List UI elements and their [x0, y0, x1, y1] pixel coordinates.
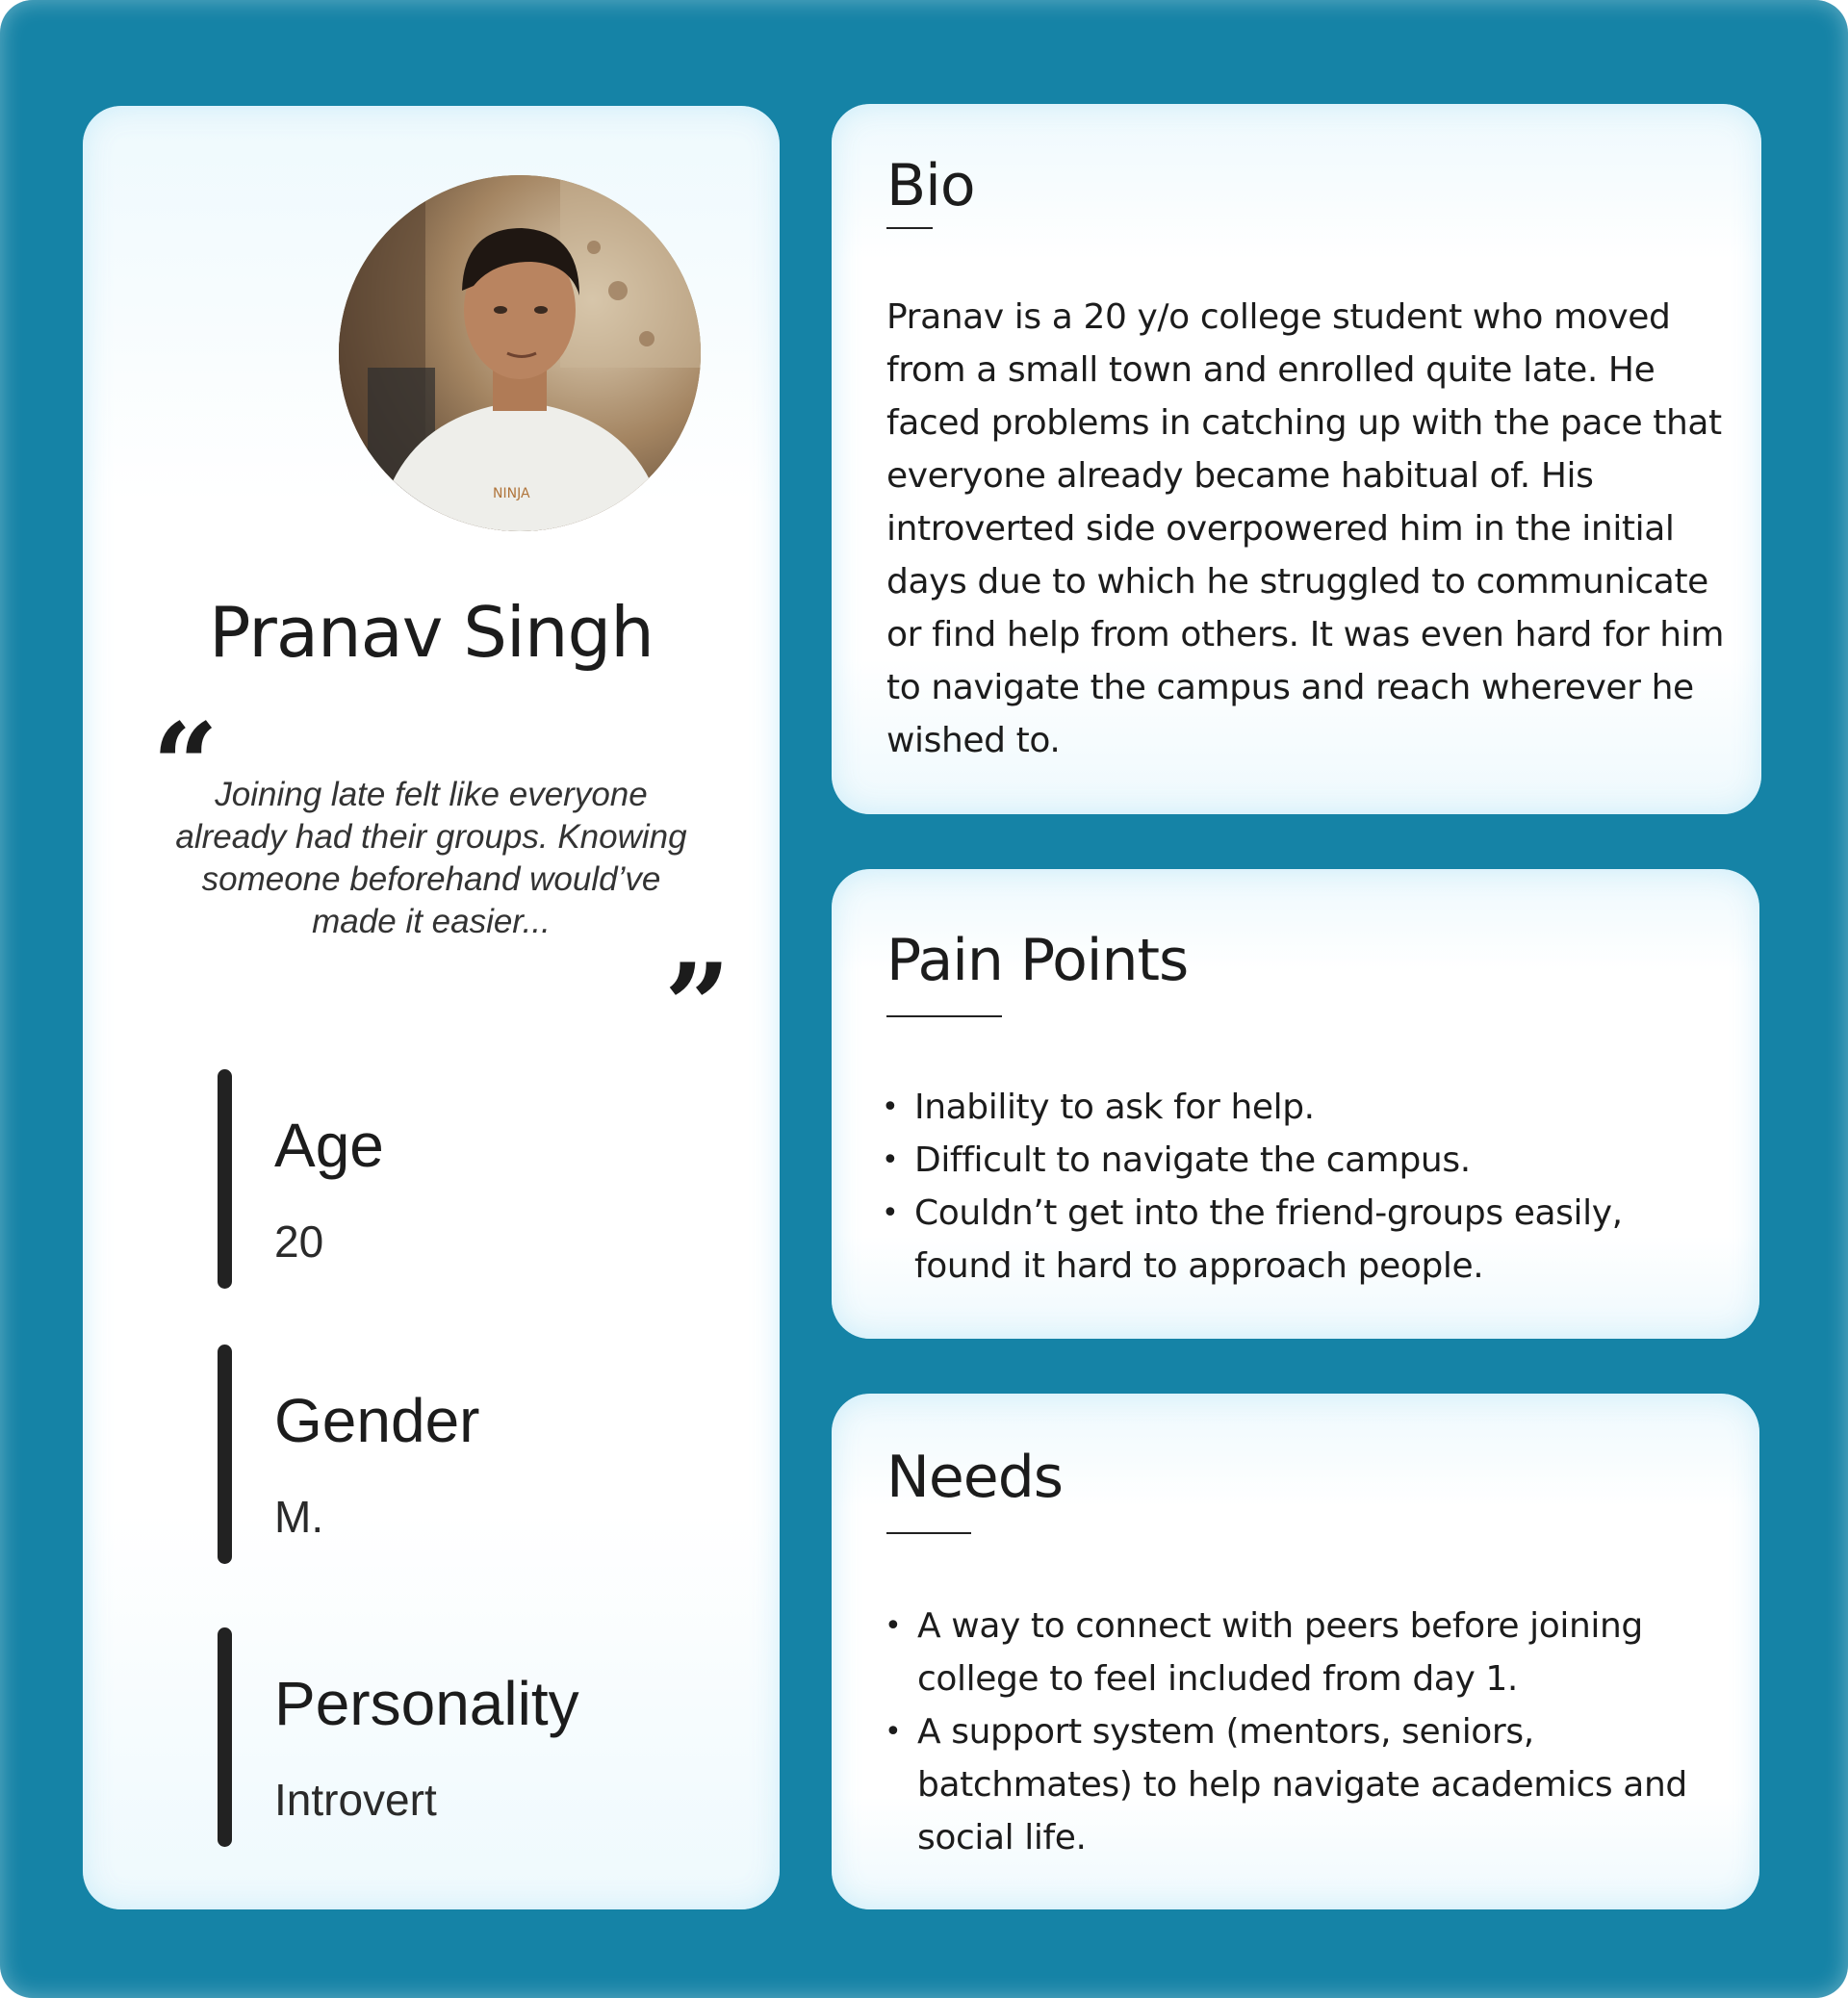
attribute-value: Introvert [274, 1775, 437, 1825]
bio-text: Pranav is a 20 y/o college student who moved from a small town and enrolled quite late. He faced problems in catching up with the pace that everyone already became habitual of. His introverted side overpowered him in the initial days due to which he struggled to communicate or find help from others. It was even hard for him to navigate the campus and reach wherever he wished to. [886, 297, 1724, 760]
attribute-bar [218, 1345, 232, 1564]
needs-list [885, 1600, 1732, 1864]
pain-points-card [832, 869, 1759, 1339]
list-item-text: A support system (mentors, seniors, batchmates) to help navigate academics and social life. [917, 1712, 1687, 1857]
pain-points-list [882, 1081, 1729, 1293]
pain-points-title: Pain Points [886, 927, 1189, 994]
attribute-gender [218, 1345, 718, 1568]
attribute-label: Gender [274, 1386, 480, 1455]
bio-title: Bio [886, 152, 975, 219]
bio-title-underline [886, 227, 933, 229]
close-quote-icon: ” [664, 938, 732, 1074]
svg-text:NINJA: NINJA [493, 486, 530, 501]
list-item [882, 1134, 1729, 1187]
bullet-icon: • [882, 1090, 899, 1124]
open-quote-icon: “ [152, 698, 219, 833]
avatar [339, 175, 701, 531]
avatar-photo-icon [339, 175, 701, 531]
pain-points-title-underline [886, 1015, 1002, 1017]
bullet-icon: • [885, 1715, 902, 1749]
list-item-text: A way to connect with peers before joining college to feel included from day 1. [917, 1606, 1643, 1699]
attribute-value: M. [274, 1492, 324, 1542]
attribute-bar [218, 1069, 232, 1289]
attribute-age [218, 1069, 718, 1293]
list-item-text: Inability to ask for help. [914, 1088, 1315, 1127]
attribute-label: Age [274, 1111, 384, 1180]
attribute-personality [218, 1627, 718, 1851]
list-item [885, 1705, 1732, 1864]
person-name: Pranav Singh [209, 592, 654, 673]
attribute-bar [218, 1627, 232, 1847]
bullet-icon: • [885, 1609, 902, 1643]
needs-card [832, 1394, 1759, 1909]
list-item [885, 1600, 1732, 1705]
attribute-label: Personality [274, 1669, 579, 1738]
bullet-icon: • [882, 1196, 899, 1230]
profile-card [83, 106, 780, 1909]
list-item-text: Difficult to navigate the campus. [914, 1140, 1471, 1180]
needs-title-underline [886, 1532, 971, 1534]
list-item [882, 1187, 1729, 1293]
needs-title: Needs [886, 1444, 1064, 1511]
attribute-value: 20 [274, 1217, 324, 1267]
list-item-text: Couldn’t get into the friend-groups easily, found it hard to approach people. [914, 1193, 1623, 1286]
bullet-icon: • [882, 1143, 899, 1177]
bio-card [832, 104, 1761, 814]
persona-quote: Joining late felt like everyone already had their groups. Knowing someone beforehand would’ve made it easier... [175, 776, 687, 940]
list-item [882, 1081, 1729, 1134]
